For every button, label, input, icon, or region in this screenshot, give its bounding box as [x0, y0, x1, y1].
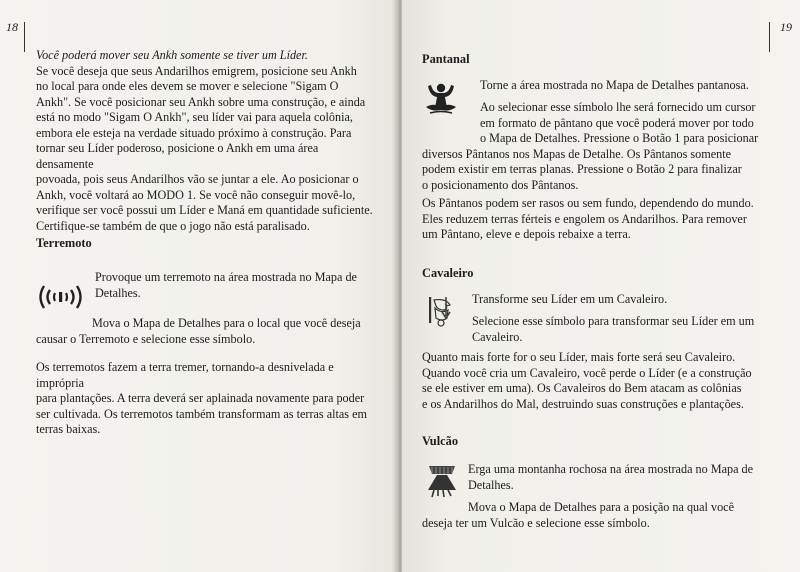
swamp-icon	[424, 80, 458, 116]
intro-text	[36, 48, 378, 234]
volcano-icon	[426, 464, 458, 498]
cavaleiro-line: Cavaleiro.	[472, 329, 523, 344]
terremoto-p3	[36, 360, 378, 438]
vulcao-line: Detalhes.	[468, 477, 514, 492]
intro-line: Certifique-se também de que o jogo não está paralisado.	[36, 218, 310, 233]
intro-line: tornar seu Líder poderoso, posicione o Ankh em uma área densamente	[36, 141, 319, 171]
earthquake-icon	[36, 282, 86, 312]
pantanal-line: Ao selecionar esse símbolo lhe será fornecido um cursor	[480, 100, 756, 114]
terremoto-line: causar o Terremoto e selecione esse símbolo.	[36, 331, 256, 346]
pantanal-p2	[480, 100, 790, 147]
cavaleiro-line: Quanto mais forte for o seu Líder, mais forte será seu Cavaleiro.	[422, 350, 736, 364]
cavaleiro-line: e os Andarilhos do Mal, destruindo suas construções e plantações.	[422, 396, 744, 411]
cavaleiro-p3	[422, 350, 792, 412]
vulcao-p2	[422, 500, 792, 531]
left-page	[0, 0, 398, 572]
pantanal-p3	[422, 196, 792, 243]
pantanal-p1: Torne a área mostrada no Mapa de Detalhes pantanosa.	[480, 78, 749, 92]
page-number-right: 19	[780, 20, 792, 34]
terremoto-heading: Terremoto	[36, 236, 92, 250]
pantanal-line: o Mapa de Detalhes. Pressione o Botão 1 para posicionar	[480, 131, 759, 145]
cavaleiro-line: Quando você cria um Cavaleiro, você perde o Líder (e a construção	[422, 365, 752, 380]
terremoto-line: Provoque um terremoto na área mostrada no Mapa de	[95, 270, 357, 284]
intro-line: embora ele esteja na verdade situado próximo à construção. Para	[36, 125, 352, 140]
terremoto-line: Mova o Mapa de Detalhes para o local que você deseja	[92, 316, 361, 330]
vulcao-line: deseja ter um Vulcão e selecione esse símbolo.	[422, 515, 650, 530]
cavaleiro-heading: Cavaleiro	[422, 266, 474, 280]
intro-line: verifique ser você possui um Líder e Maná em quantidade suficiente.	[36, 203, 373, 217]
terremoto-line: para plantações. A terra deverá ser aplainada novamente para poder	[36, 391, 365, 405]
intro-line: está no modo "Sigam O Ankh", seu líder vai para aquela colônia,	[36, 110, 353, 124]
vulcao-line: Erga uma montanha rochosa na área mostrada no Mapa de	[468, 462, 754, 476]
vulcao-line: Mova o Mapa de Detalhes para a posição na qual você	[468, 500, 734, 514]
pantanal-line: em formato de pântano que você poderá mover por todo	[480, 115, 754, 130]
intro-line: povoada, pois seus Andarilhos vão se juntar a ele. Ao posicionar o	[36, 172, 359, 186]
pantanal-line: um Pântano, eleve e depois rebaixe a terra.	[422, 227, 631, 241]
right-page	[402, 0, 800, 572]
pantanal-line: Os Pântanos podem ser rasos ou sem fundo, dependendo do mundo.	[422, 196, 754, 210]
pantanal-line: Eles reduzem terras férteis e engolem os Andarilhos. Para remover	[422, 211, 747, 226]
page-number-left: 18	[6, 20, 18, 34]
pantanal-line: o posicionamento dos Pântanos.	[422, 177, 579, 192]
intro-line: no local para onde eles devem se mover e selecione "Sigam O	[36, 79, 339, 93]
terremoto-line: Detalhes.	[95, 285, 141, 300]
terremoto-p2	[36, 316, 378, 347]
intro-line: Ankh, você voltará ao MODO 1. Se você não conseguir movê-lo,	[36, 187, 356, 202]
cavaleiro-p2	[472, 314, 792, 345]
cavaleiro-p1: Transforme seu Líder em um Cavaleiro.	[472, 292, 668, 306]
terremoto-line: terras baixas.	[36, 422, 101, 436]
page-number-rule-right	[769, 22, 770, 52]
intro-lead: Você poderá mover seu Ankh somente se tiver um Líder.	[36, 48, 308, 62]
knight-icon	[426, 294, 458, 328]
pantanal-p2-rest	[422, 147, 792, 194]
cavaleiro-line: se ele estiver em uma). Os Cavaleiros do Bem atacam as colônias	[422, 381, 742, 395]
cavaleiro-line: Selecione esse símbolo para transformar seu Líder em um	[472, 314, 755, 328]
vulcao-p1	[468, 462, 792, 493]
pantanal-line: diversos Pântanos nos Mapas de Detalhe. Os Pântanos somente	[422, 146, 732, 161]
intro-line: Ankh". Se você posicionar seu Ankh sobre uma construção, e ainda	[36, 94, 366, 109]
pantanal-line: podem existir em terras planas. Pressione o Botão 2 para finalizar	[422, 162, 742, 176]
pantanal-heading: Pantanal	[422, 52, 470, 66]
vulcao-heading: Vulcão	[422, 434, 459, 448]
page-number-rule-left	[24, 22, 25, 52]
terremoto-line: ser cultivada. Os terremotos também transformam as terras altas em	[36, 406, 367, 421]
terremoto-p1	[95, 270, 385, 301]
intro-line: Se você deseja que seus Andarilhos emigrem, posicione seu Ankh	[36, 63, 357, 78]
terremoto-line: Os terremotos fazem a terra tremer, tornando-a desnivelada e imprópria	[36, 360, 334, 390]
